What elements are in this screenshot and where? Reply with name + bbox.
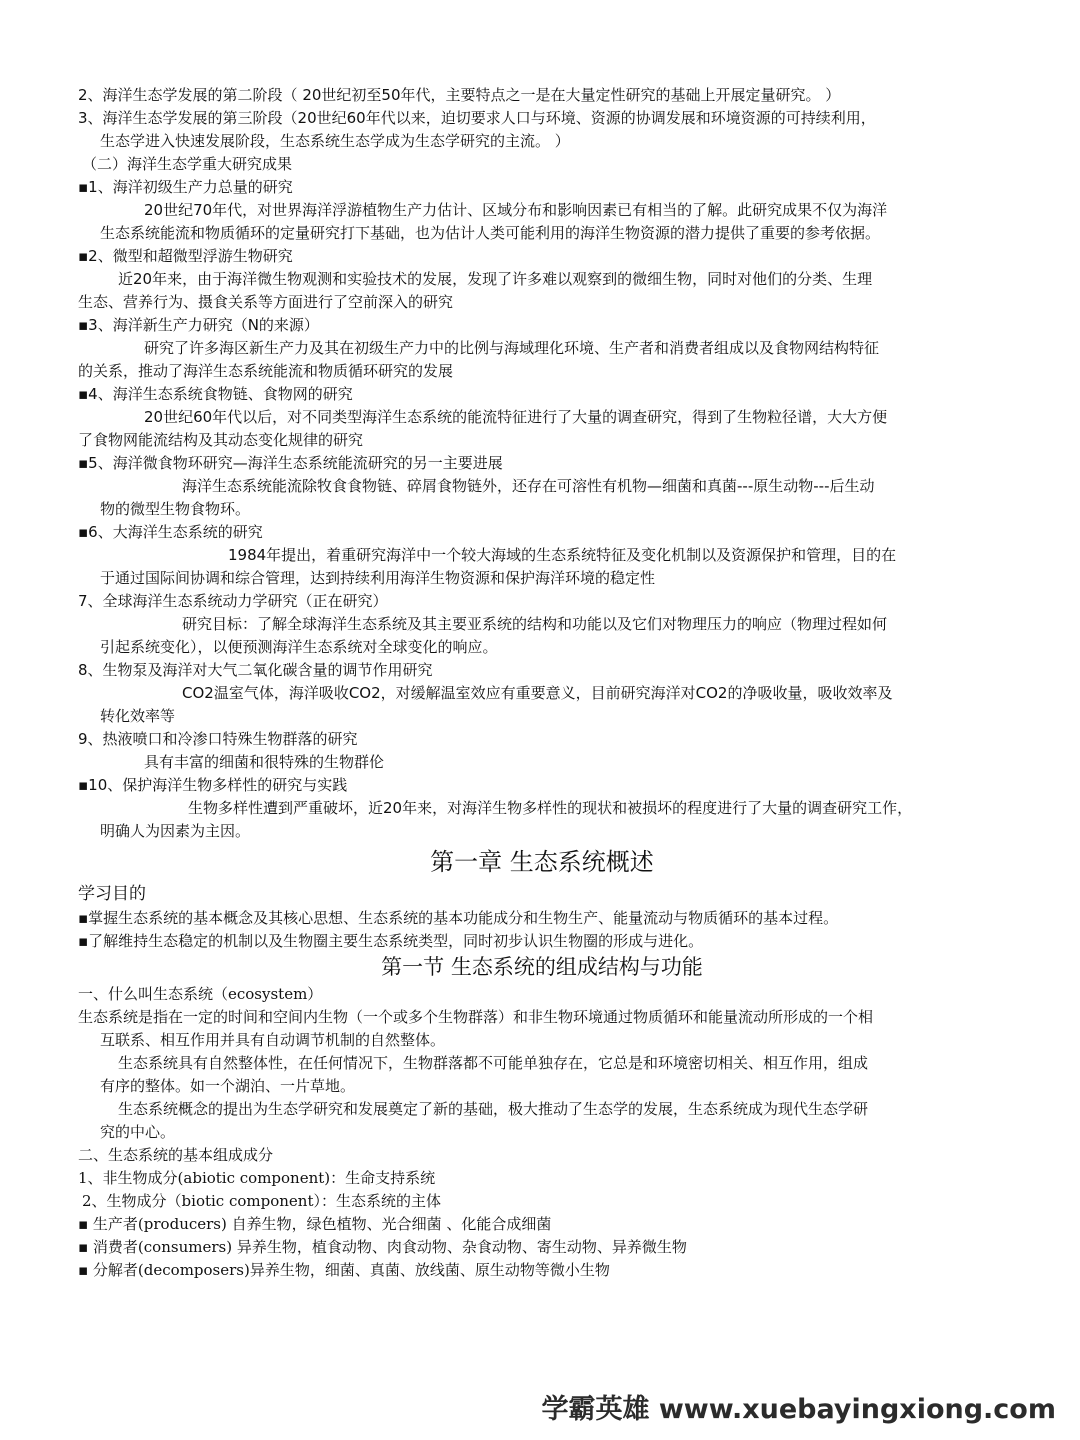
text-line: 20世纪70年代，对世界海洋浮游植物生产力估计、区域分布和影响因素已有相当的了解。此研究成果不仅为海洋 (144, 201, 888, 219)
goals-title: 学习目的 (78, 884, 146, 904)
subheading: 一、什么叫生态系统（ecosystem） (78, 985, 323, 1003)
text-line: 20世纪60年代以后，对不同类型海洋生态系统的能流特征进行了大量的调查研究，得到了生物粒径谱，大大方便 (144, 408, 888, 426)
text-line: 海洋生态系统能流除牧食食物链、碎屑食物链外，还存在可溶性有机物—细菌和真菌---原生动物---后生动 (182, 477, 875, 495)
item-heading: 8、生物泵及海洋对大气二氧化碳含量的调节作用研究 (78, 661, 433, 679)
item-heading: ▪10、保护海洋生物多样性的研究与实践 (78, 776, 348, 794)
text-line: CO2温室气体，海洋吸收CO2，对缓解温室效应有重要意义，目前研究海洋对CO2的净吸收量，吸收效率及 (182, 684, 893, 702)
text-line: 了食物网能流结构及其动态变化规律的研究 (78, 431, 364, 449)
subheading: 二、生态系统的基本组成成分 (78, 1146, 274, 1164)
item-heading: ▪3、海洋新生产力研究（N的来源） (78, 316, 319, 334)
text-line: 于通过国际间协调和综合管理，达到持续利用海洋生物资源和保护海洋环境的稳定性 (100, 569, 656, 587)
text-line: 生态系统概念的提出为生态学研究和发展奠定了新的基础，极大推动了生态学的发展，生态系统成为现代生态学研 (118, 1100, 869, 1118)
text-line: 物的微型生物食物环。 (100, 500, 251, 518)
text-line: 究的中心。 (100, 1123, 176, 1141)
text-line: 互联系、相互作用并具有自动调节机制的自然整体。 (100, 1031, 446, 1049)
text-line: 研究目标：了解全球海洋生态系统及其主要亚系统的结构和功能以及它们对物理压力的响应（物理过程如何 (182, 615, 888, 633)
text-line: 3、海洋生态学发展的第三阶段（20世纪60年代以来，迫切要求人口与环境、资源的协调发展和环境资源的可持续利用， (78, 109, 876, 127)
item-heading: ▪6、大海洋生态系统的研究 (78, 523, 263, 541)
list-item: ▪ 分解者(decomposers)异养生物，细菌、真菌、放线菌、原生动物等微小生物 (78, 1261, 610, 1279)
chapter-title: 第一章 生态系统概述 (430, 848, 654, 876)
text-line: 的关系，推动了海洋生态系统能流和物质循环研究的发展 (78, 362, 454, 380)
text-line: 转化效率等 (100, 707, 176, 725)
text-line: 生态学进入快速发展阶段，生态系统生态学成为生态学研究的主流。 ） (100, 132, 570, 150)
list-item: ▪ 生产者(producers) 自养生物，绿色植物、光合细菌 、化能合成细菌 (78, 1215, 552, 1233)
list-item: 2、生物成分（biotic component）：生态系统的主体 (82, 1192, 441, 1210)
text-line: 研究了许多海区新生产力及其在初级生产力中的比例与海域理化环境、生产者和消费者组成以及食物网结构特征 (144, 339, 880, 357)
text-line: 生态系统能流和物质循环的定量研究打下基础，也为估计人类可能利用的海洋生物资源的潜力提供了重要的参考依据。 (100, 224, 881, 242)
item-heading: ▪4、海洋生态系统食物链、食物网的研究 (78, 385, 353, 403)
list-item: ▪ 消费者(consumers) 异养生物，植食动物、肉食动物、杂食动物、寄生动物、异养微生物 (78, 1238, 687, 1256)
text-line: 引起系统变化），以便预测海洋生态系统对全球变化的响应。 (100, 638, 498, 656)
item-heading: ▪5、海洋微食物环研究—海洋生态系统能流研究的另一主要进展 (78, 454, 503, 472)
text-line: 生物多样性遭到严重破坏，近20年来，对海洋生物多样性的现状和被损坏的程度进行了大量的调查研究工作， (188, 799, 913, 817)
item-heading: ▪1、海洋初级生产力总量的研究 (78, 178, 293, 196)
text-line: 近20年来，由于海洋微生物观测和实验技术的发展，发现了许多难以观察到的微细生物，同时对他们的分类、生理 (118, 270, 873, 288)
section-title: 第一节 生态系统的组成结构与功能 (381, 955, 703, 979)
text-line: 2、海洋生态学发展的第二阶段（ 20世纪初至50年代，主要特点之一是在大量定性研究的基础上开展定量研究。 ） (78, 86, 841, 104)
item-heading: 7、全球海洋生态系统动力学研究（正在研究） (78, 592, 388, 610)
list-item: 1、非生物成分(abiotic component)：生命支持系统 (78, 1169, 436, 1187)
subheading: （二）海洋生态学重大研究成果 (82, 155, 293, 173)
text-line: 有序的整体。如一个湖泊、一片草地。 (100, 1077, 356, 1095)
text-line: 生态、营养行为、摄食关系等方面进行了空前深入的研究 (78, 293, 454, 311)
text-line: 具有丰富的细菌和很特殊的生物群伦 (144, 753, 385, 771)
goal-item: ▪掌握生态系统的基本概念及其核心思想、生态系统的基本功能成分和生物生产、能量流动与物质循环的基本过程。 (78, 909, 839, 927)
document-page (78, 84, 1006, 1282)
item-heading: ▪2、微型和超微型浮游生物研究 (78, 247, 293, 265)
text-line: 1984年提出，着重研究海洋中一个较大海域的生态系统特征及变化机制以及资源保护和管理，目的在 (228, 546, 897, 564)
item-heading: 9、热液喷口和冷渗口特殊生物群落的研究 (78, 730, 358, 748)
site-watermark: 学霸英雄 www.xuebayingxiong.com (541, 1394, 1056, 1425)
text-line: 生态系统具有自然整体性，在任何情况下，生物群落都不可能单独存在，它总是和环境密切相关、相互作用，组成 (118, 1054, 869, 1072)
text-line: 生态系统是指在一定的时间和空间内生物（一个或多个生物群落）和非生物环境通过物质循环和能量流动所形成的一个相 (78, 1008, 874, 1026)
goal-item: ▪了解维持生态稳定的机制以及生物圈主要生态系统类型，同时初步认识生物圈的形成与进化。 (78, 932, 704, 950)
text-line: 明确人为因素为主因。 (100, 822, 251, 840)
